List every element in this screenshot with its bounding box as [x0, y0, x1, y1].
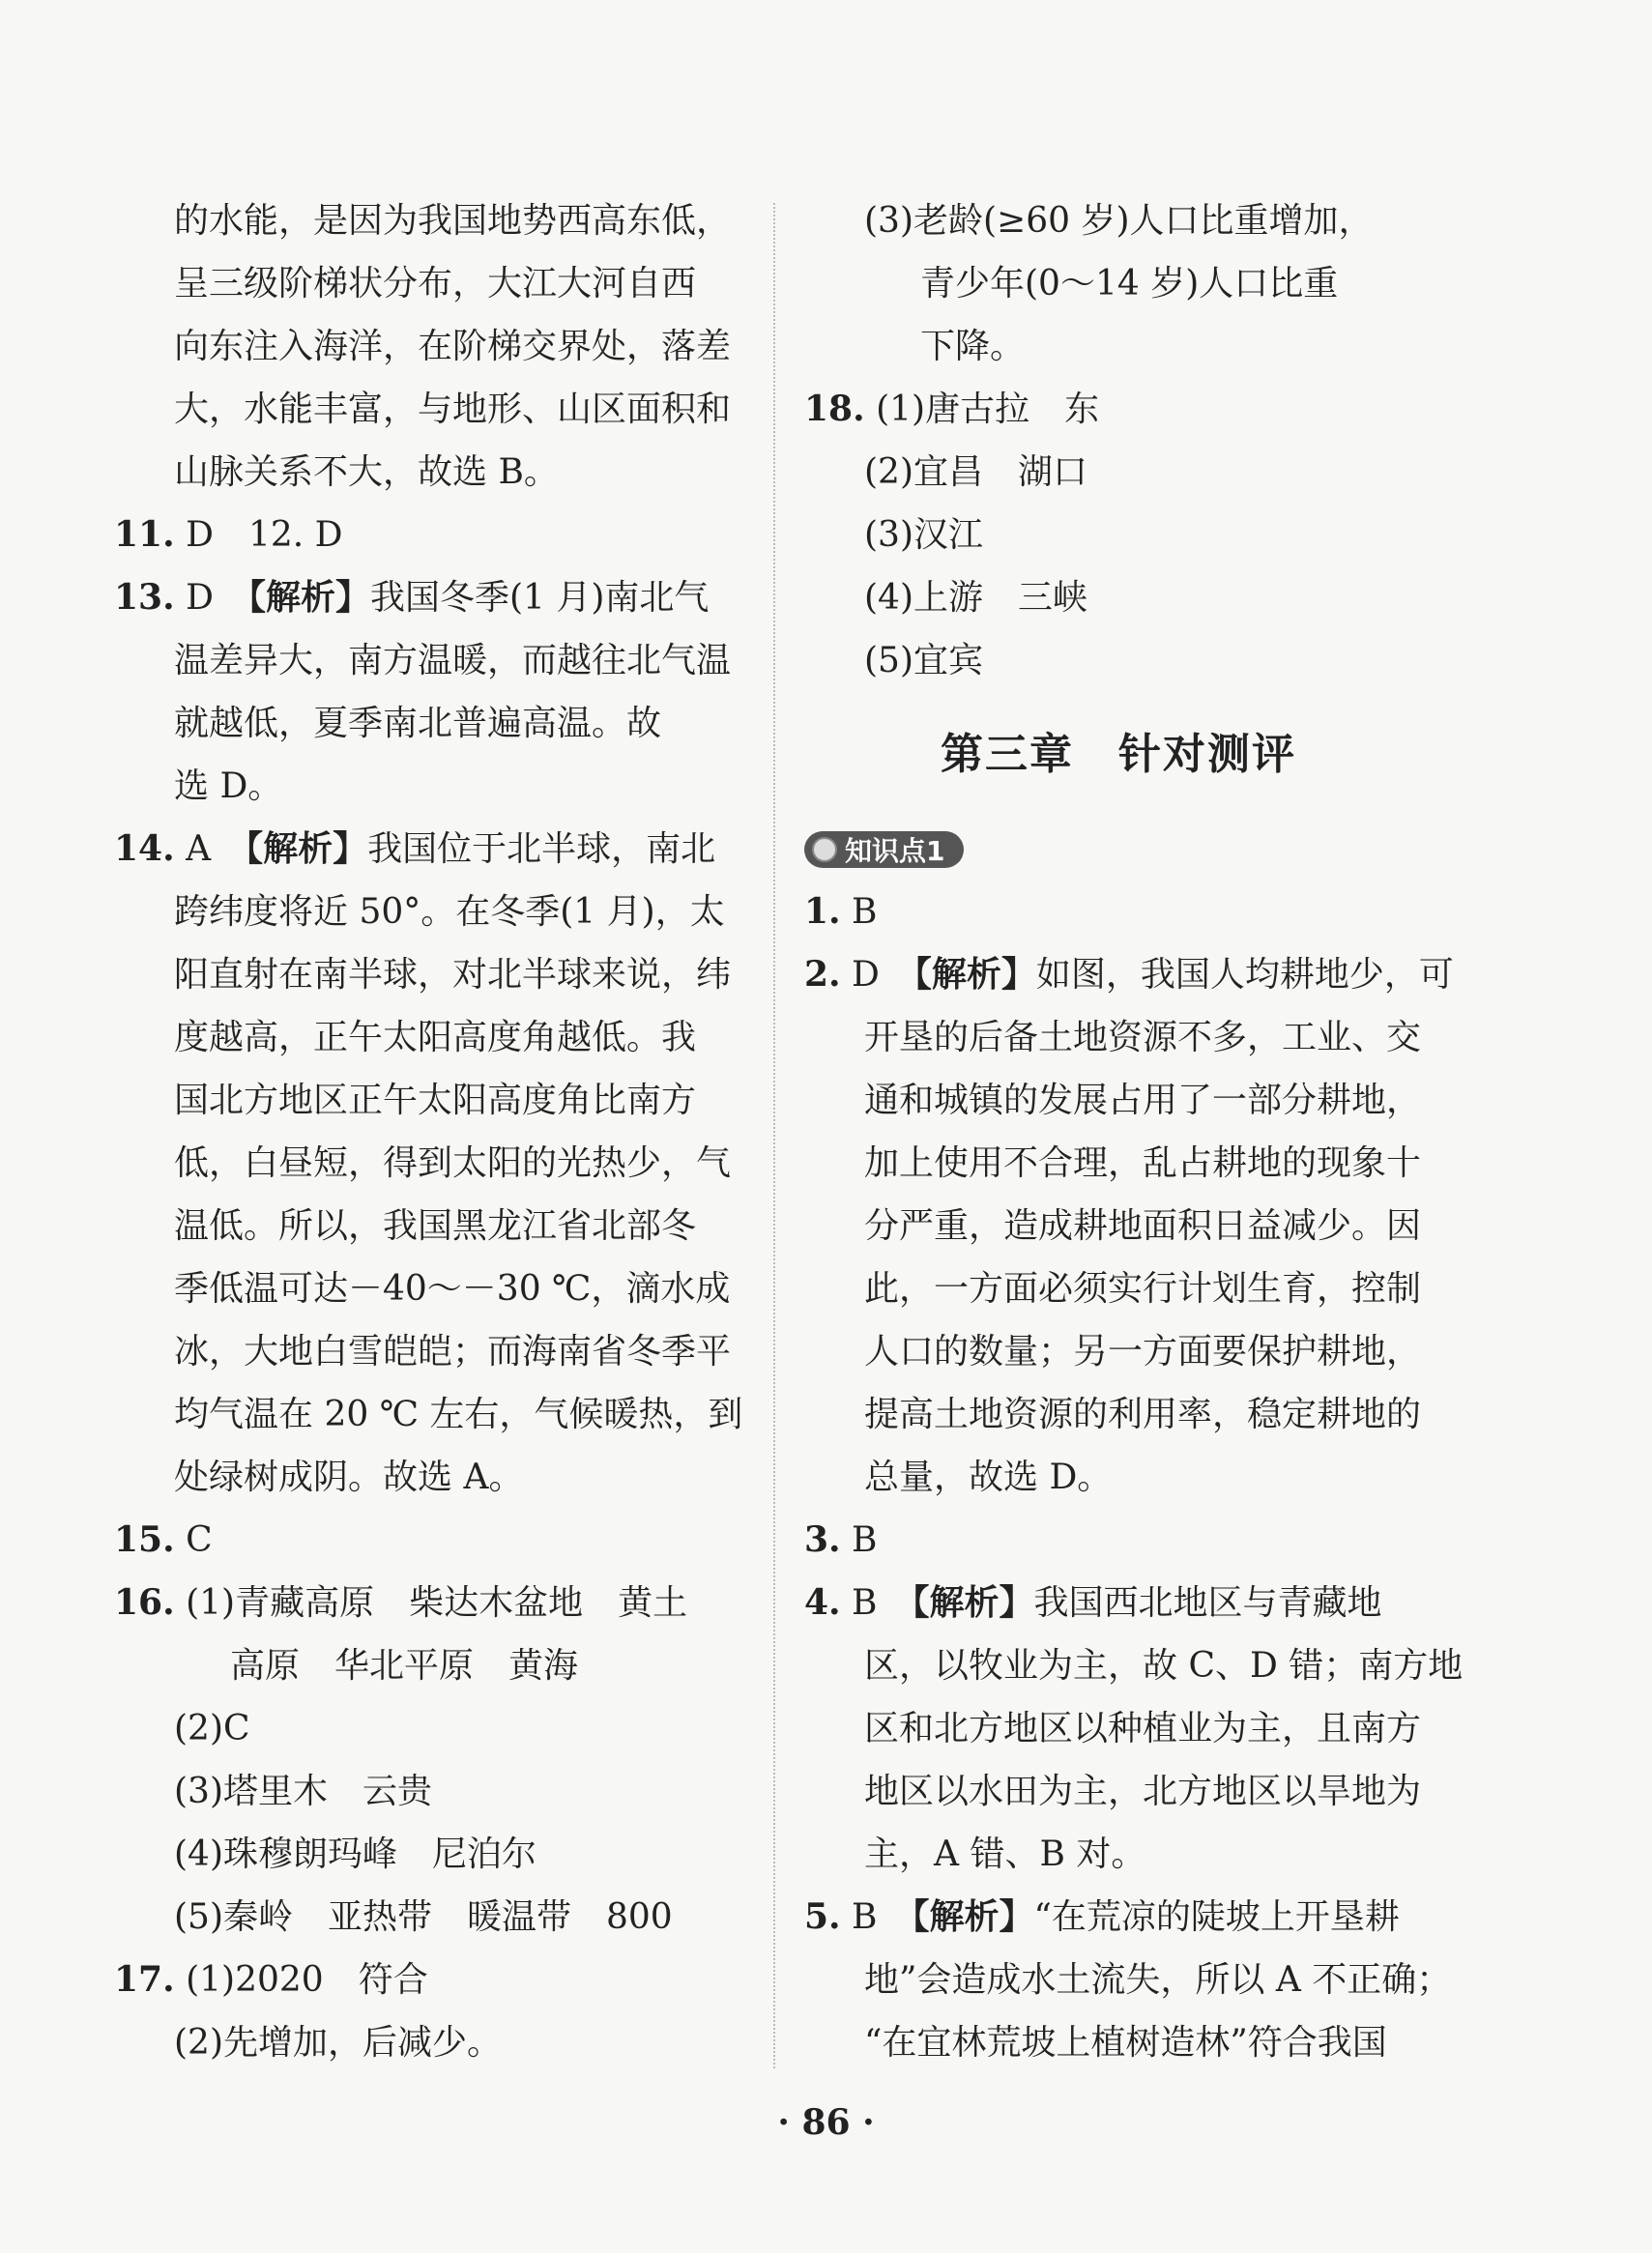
line-text: 的水能，是因为我国地势西高东低， — [174, 201, 732, 241]
line-text: D — [174, 578, 248, 618]
text-line — [114, 943, 742, 1006]
text-line — [114, 1886, 742, 1949]
text-line — [114, 1634, 742, 1697]
text-line — [804, 1006, 1433, 1069]
line-text: (4)珠穆朗玛峰 尼泊尔 — [174, 1834, 536, 1874]
question-number: 4. — [804, 1582, 841, 1623]
text-line — [804, 1823, 1433, 1886]
line-text: (3)汉江 — [864, 515, 983, 555]
line-text: 人口的数量；另一方面要保护耕地， — [864, 1332, 1422, 1372]
line-text: (2)C — [174, 1709, 250, 1748]
text-line — [114, 692, 742, 755]
text-line — [804, 189, 1433, 252]
text-line — [114, 1949, 742, 2011]
text-line — [114, 189, 742, 252]
line-text: B — [840, 892, 878, 932]
text-line — [804, 1697, 1433, 1760]
text-line — [804, 1320, 1433, 1383]
text-line — [114, 1195, 742, 1257]
line-text: 山脉关系不大，故选 B。 — [174, 452, 559, 492]
line-text: B — [840, 1583, 913, 1623]
line-text: 低，白昼短，得到太阳的光热少，气 — [174, 1143, 732, 1183]
line-text: 均气温在 20 ℃ 左右，气候暖热，到 — [174, 1395, 743, 1434]
analysis-tag: 【解析】 — [247, 577, 370, 618]
page-number: · 86 · — [777, 2102, 875, 2143]
text-line — [114, 378, 742, 441]
line-text: (2)宜昌 湖口 — [864, 452, 1087, 492]
question-number: 14. — [114, 828, 175, 869]
line-text: C — [174, 1520, 213, 1560]
text-line — [804, 1949, 1452, 2011]
question-number: 17. — [114, 1959, 175, 2000]
text-line — [804, 1195, 1433, 1257]
text-line — [804, 1572, 1433, 1634]
text-line — [114, 1823, 742, 1886]
line-text: 大，水能丰富，与地形、山区面积和 — [174, 390, 732, 429]
chapter-title: 第三章 针对测评 — [941, 730, 1296, 779]
text-line — [804, 2011, 1433, 2074]
badge-label: 知识点1 — [845, 834, 945, 867]
line-text: 高原 华北平原 黄海 — [230, 1646, 579, 1686]
text-line — [114, 2011, 742, 2074]
question-number: 1. — [804, 891, 841, 932]
question-number: 13. — [114, 577, 175, 618]
line-rest-text: 如图，我国人均耕地少，可 — [1035, 955, 1454, 995]
line-text: (4)上游 三峡 — [864, 578, 1087, 618]
line-text: 选 D。 — [174, 766, 283, 806]
text-line — [804, 566, 1433, 629]
line-text: (1)2020 符合 — [174, 1960, 428, 2000]
text-line — [804, 1257, 1433, 1320]
line-text: 国北方地区正午太阳高度角比南方 — [174, 1081, 697, 1120]
badge-dot-icon — [812, 837, 837, 862]
question-number: 3. — [804, 1519, 841, 1560]
text-line — [804, 629, 1433, 692]
line-text: 此，一方面必须实行计划生育，控制 — [864, 1269, 1422, 1309]
knowledge-point-row — [804, 818, 1433, 881]
line-text: 总量，故选 D。 — [864, 1458, 1113, 1497]
line-text: 主，A 错、B 对。 — [864, 1834, 1146, 1874]
right-column — [804, 189, 1464, 2074]
line-text: 青少年(0～14 岁)人口比重 — [920, 264, 1339, 303]
line-text: 向东注入海洋，在阶梯交界处，落差 — [174, 327, 732, 366]
text-line — [804, 1383, 1433, 1446]
text-line — [114, 1069, 742, 1132]
line-text: (5)宜宾 — [864, 641, 983, 680]
line-text: 呈三级阶梯状分布，大江大河自西 — [174, 264, 697, 303]
line-text: 处绿树成阴。故选 A。 — [174, 1458, 524, 1497]
text-line — [114, 1320, 742, 1383]
text-line — [804, 504, 1433, 566]
line-text: 区和北方地区以种植业为主，且南方 — [864, 1709, 1422, 1748]
text-line — [114, 1572, 742, 1634]
line-text: “在宜林荒坡上植树造林”符合我国 — [864, 2023, 1387, 2063]
text-line — [114, 881, 742, 943]
line-text: 温低。所以，我国黑龙江省北部冬 — [174, 1206, 697, 1246]
question-number: 2. — [804, 954, 841, 995]
line-text: 提高土地资源的利用率，稳定耕地的 — [864, 1395, 1422, 1434]
text-line — [114, 441, 742, 504]
text-line — [114, 566, 742, 629]
text-line — [804, 1509, 1433, 1572]
line-text: 温差异大，南方温暖，而越往北气温 — [174, 641, 732, 680]
question-number: 15. — [114, 1519, 175, 1560]
analysis-tag: 【解析】 — [912, 1582, 1034, 1623]
text-line — [804, 943, 1454, 1006]
line-text: (5)秦岭 亚热带 暖温带 800 — [174, 1897, 673, 1937]
line-rest-text: 我国西北地区与青藏地 — [1033, 1583, 1382, 1623]
text-line — [804, 1132, 1433, 1195]
text-line — [804, 378, 1433, 441]
line-text: A — [174, 829, 246, 869]
text-line — [114, 1509, 742, 1572]
right-top-answers — [804, 189, 1433, 692]
line-text: 阳直射在南半球，对北半球来说，纬 — [174, 955, 732, 995]
line-text: (3)老龄(≥60 岁)人口比重增加， — [864, 201, 1374, 241]
line-rest-text: “在荒凉的陡坡上开垦耕 — [1033, 1897, 1400, 1937]
analysis-tag: 【解析】 — [913, 954, 1036, 995]
line-text: 冰，大地白雪皑皑；而海南省冬季平 — [174, 1332, 732, 1372]
text-line — [114, 755, 742, 818]
text-line — [114, 1383, 742, 1446]
text-line — [114, 1132, 742, 1195]
text-line — [114, 1697, 742, 1760]
text-line — [114, 1257, 742, 1320]
text-line — [804, 1760, 1433, 1823]
analysis-tag: 【解析】 — [246, 828, 368, 869]
text-line — [804, 881, 1433, 943]
line-text: (1)青藏高原 柴达木盆地 黄土 — [174, 1583, 688, 1623]
question-number: 11. — [114, 514, 175, 555]
text-line — [804, 441, 1433, 504]
text-line — [804, 315, 1433, 378]
text-line — [804, 1069, 1433, 1132]
line-text: 分严重，造成耕地面积日益减少。因 — [864, 1206, 1422, 1246]
text-line — [804, 1446, 1433, 1509]
line-text: 开垦的后备土地资源不多，工业、交 — [864, 1018, 1422, 1057]
line-text: 地”会造成水土流失，所以 A 不正确； — [864, 1960, 1452, 2000]
line-rest-text: 我国冬季(1 月)南北气 — [369, 578, 710, 618]
column-divider — [773, 203, 775, 2068]
text-line — [114, 1760, 742, 1823]
line-text: 区，以牧业为主，故 C、D 错；南方地 — [864, 1646, 1464, 1686]
line-text: 季低温可达－40～－30 ℃，滴水成 — [174, 1269, 731, 1309]
line-text: (1)唐古拉 东 — [864, 390, 1100, 429]
right-bottom-answers — [804, 881, 1464, 2074]
text-line — [114, 315, 742, 378]
line-text: D — [840, 955, 914, 995]
line-text: B — [840, 1897, 913, 1937]
text-line — [804, 252, 1433, 315]
line-text: 下降。 — [920, 327, 1026, 366]
question-number: 5. — [804, 1896, 841, 1937]
line-text: 加上使用不合理，乱占耕地的现象十 — [864, 1143, 1422, 1183]
text-line — [804, 1886, 1433, 1949]
text-line — [114, 504, 742, 566]
knowledge-point-badge — [804, 831, 964, 868]
line-text: B — [840, 1520, 878, 1560]
line-text: D 12. D — [174, 515, 343, 555]
line-text: (2)先增加，后减少。 — [174, 2023, 502, 2063]
line-text: 地区以水田为主，北方地区以旱地为 — [864, 1772, 1422, 1811]
text-line — [114, 252, 742, 315]
left-column — [114, 189, 742, 2074]
line-text: 通和城镇的发展占用了一部分耕地， — [864, 1081, 1422, 1120]
line-text: (3)塔里木 云贵 — [174, 1772, 432, 1811]
text-line — [114, 818, 742, 881]
line-text: 跨纬度将近 50°。在冬季(1 月)，太 — [174, 892, 725, 932]
text-line — [114, 1446, 742, 1509]
text-line — [804, 1634, 1464, 1697]
analysis-tag: 【解析】 — [912, 1896, 1034, 1937]
line-text: 就越低，夏季南北普遍高温。故 — [174, 704, 662, 743]
line-text: 度越高，正午太阳高度角越低。我 — [174, 1018, 697, 1057]
text-line — [114, 1006, 742, 1069]
question-number: 16. — [114, 1582, 175, 1623]
question-number: 18. — [804, 389, 865, 429]
line-rest-text: 我国位于北半球，南北 — [367, 829, 716, 869]
text-line — [114, 629, 742, 692]
